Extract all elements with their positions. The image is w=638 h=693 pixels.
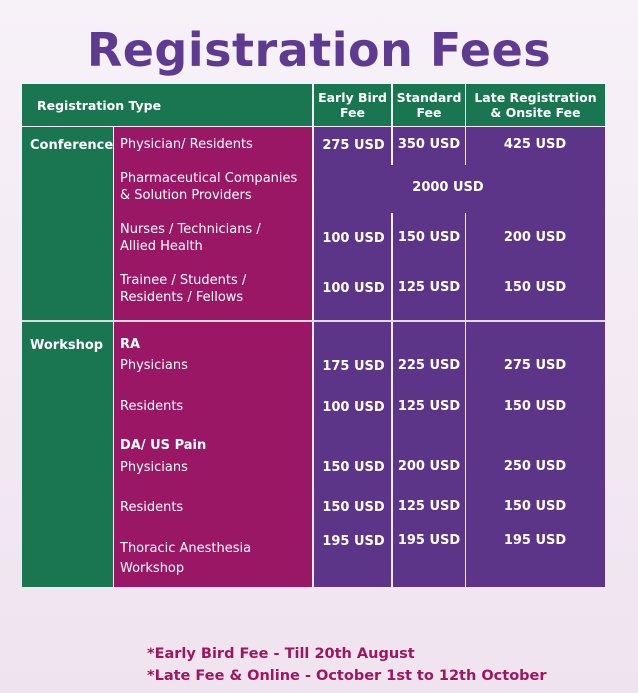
conference-label: Conference: [30, 138, 114, 153]
workshop-row-2-late: 150 USD: [503, 399, 567, 414]
workshop-row-1-early: 175 USD: [322, 359, 385, 374]
conference-row-2-name-line2: & Solution Providers: [120, 188, 252, 203]
workshop-row-5-late: 195 USD: [503, 533, 567, 548]
workshop-row-3-late: 250 USD: [503, 459, 567, 474]
category-column: [22, 127, 113, 587]
workshop-row-1-late: 275 USD: [503, 358, 567, 373]
header-early-bird-fee: [314, 84, 391, 126]
workshop-group-da-us-pain: DA/ US Pain: [120, 438, 207, 453]
workshop-label: Workshop: [30, 338, 104, 353]
workshop-group-ra: RA: [120, 337, 141, 352]
header-late-fee: [466, 84, 605, 126]
header-standard-line1: Standard: [396, 90, 462, 105]
header-standard-fee: [393, 84, 465, 126]
conference-row-3-name-line2: Allied Health: [120, 239, 203, 254]
workshop-row-3-name: Physicians: [120, 460, 188, 475]
conference-row-4-standard: 125 USD: [397, 280, 461, 295]
conference-row-2-combined: 2000 USD: [412, 180, 484, 195]
header-late-line2: & Onsite Fee: [490, 105, 581, 120]
workshop-row-5-standard: 195 USD: [397, 533, 461, 548]
conference-row-1-early: 275 USD: [322, 138, 385, 153]
conference-row-4-late: 150 USD: [503, 280, 567, 295]
header-late-line1: Late Registration: [474, 90, 597, 105]
conference-row-1-name: Physician/ Residents: [120, 137, 253, 152]
workshop-row-1-standard: 225 USD: [397, 358, 461, 373]
workshop-row-2-name: Residents: [120, 399, 184, 414]
header-registration-type: [22, 84, 312, 126]
workshop-row-5-name-line2: Workshop: [120, 561, 185, 576]
conference-row-3-name-line1: Nurses / Technicians /: [120, 222, 261, 237]
workshop-row-5-early: 195 USD: [322, 534, 385, 549]
workshop-row-3-early: 150 USD: [322, 460, 385, 475]
conference-row-1-late: 425 USD: [503, 137, 567, 152]
conference-row-1-standard: 350 USD: [397, 137, 461, 152]
conference-row-4-name-line1: Trainee / Students /: [120, 273, 247, 288]
workshop-row-4-standard: 125 USD: [397, 499, 461, 514]
header-standard-line2: Fee: [416, 105, 442, 120]
conference-row-2-name-line1: Pharmaceutical Companies: [120, 171, 298, 186]
workshop-row-2-standard: 125 USD: [397, 399, 461, 414]
workshop-row-4-name: Residents: [120, 500, 184, 515]
page-title: Registration Fees: [86, 23, 552, 77]
conference-row-4-name-line2: Residents / Fellows: [120, 290, 244, 305]
workshop-row-4-late: 150 USD: [503, 499, 567, 514]
header-registration-type-label: Registration Type: [37, 97, 162, 113]
conference-row-4-early: 100 USD: [322, 281, 385, 296]
workshop-row-5-name-line1: Thoracic Anesthesia: [120, 541, 252, 556]
conference-row-3-standard: 150 USD: [397, 230, 461, 245]
workshop-row-2-early: 100 USD: [322, 400, 385, 415]
workshop-row-3-standard: 200 USD: [397, 459, 461, 474]
header-early-line1: Early Bird: [318, 90, 387, 105]
workshop-row-4-early: 150 USD: [322, 500, 385, 515]
section-divider: [22, 320, 605, 322]
conference-row-3-late: 200 USD: [503, 230, 567, 245]
note-early-bird: *Early Bird Fee - Till 20th August: [147, 646, 415, 662]
header-early-line2: Fee: [339, 105, 365, 120]
workshop-row-1-name: Physicians: [120, 358, 188, 373]
conference-row-3-early: 100 USD: [322, 231, 385, 246]
note-late-fee: *Late Fee & Online - October 1st to 12th October: [147, 668, 547, 684]
